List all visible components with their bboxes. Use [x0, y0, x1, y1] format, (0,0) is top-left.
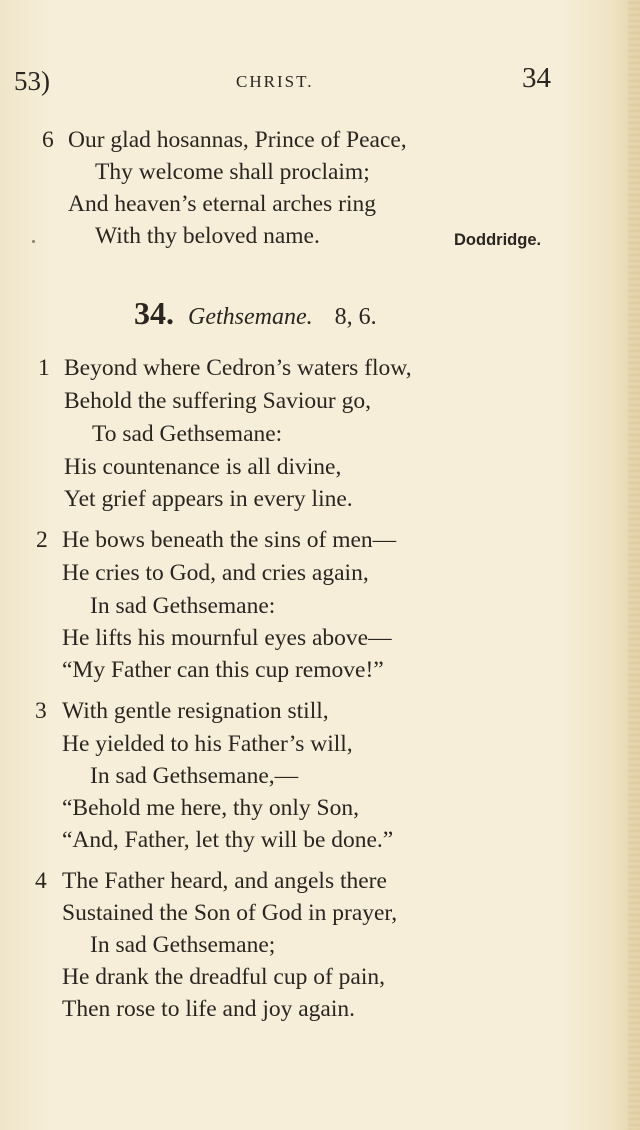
verse-line: He drank the dreadful cup of pain,: [62, 964, 385, 990]
header-hymn-ref: 53): [14, 66, 50, 96]
verse-line: Sustained the Son of God in prayer,: [62, 900, 398, 926]
verse-line: Behold the suffering Saviour go,: [64, 388, 371, 414]
running-title: CHRIST.: [236, 72, 314, 91]
verse-line: Thy welcome shall proclaim;: [95, 159, 370, 185]
hymn-heading: [134, 295, 377, 332]
verse-line: “Behold me here, thy only Son,: [62, 795, 359, 821]
print-speck: [32, 240, 35, 243]
verse-number: 4: [35, 868, 47, 894]
verse-line: In sad Gethsemane:: [90, 593, 276, 619]
verse-line: “And, Father, let thy will be done.”: [62, 827, 394, 853]
hymn-number: 34.: [134, 295, 174, 331]
author-attribution: Doddridge.: [454, 231, 542, 249]
verse-number: 6: [42, 127, 54, 153]
page-edge: [628, 0, 640, 1130]
verse-line: Then rose to life and joy again.: [62, 996, 356, 1022]
verse-line: He yielded to his Father’s will,: [62, 731, 353, 757]
verse-line: Beyond where Cedron’s waters flow,: [64, 355, 412, 381]
verse-number: 3: [35, 698, 47, 724]
verse-line: In sad Gethsemane;: [90, 932, 276, 958]
hymn-meter: 8, 6.: [334, 304, 377, 330]
verse-line: Yet grief appears in every line.: [64, 486, 353, 512]
verse-line: “My Father can this cup remove!”: [62, 657, 384, 683]
verse-line: In sad Gethsemane,—: [90, 763, 299, 789]
verse-line: He cries to God, and cries again,: [62, 560, 369, 586]
verse-line: He lifts his mournful eyes above—: [62, 625, 392, 651]
verse-line: To sad Gethsemane:: [92, 421, 283, 447]
verse-line: His countenance is all divine,: [64, 454, 342, 480]
verse-line: And heaven’s eternal arches ring: [68, 191, 376, 217]
hymn-title: Gethsemane.: [188, 304, 313, 330]
verse-line: He bows beneath the sins of men—: [62, 527, 397, 553]
verse-line: With gentle resignation still,: [62, 698, 329, 724]
verse-line: Our glad hosannas, Prince of Peace,: [68, 127, 407, 153]
verse-number: 1: [38, 355, 50, 381]
verse-line: With thy beloved name.: [95, 223, 320, 249]
page-number: 34: [522, 62, 551, 94]
verse-number: 2: [36, 527, 48, 553]
verse-line: The Father heard, and angels there: [62, 868, 387, 894]
